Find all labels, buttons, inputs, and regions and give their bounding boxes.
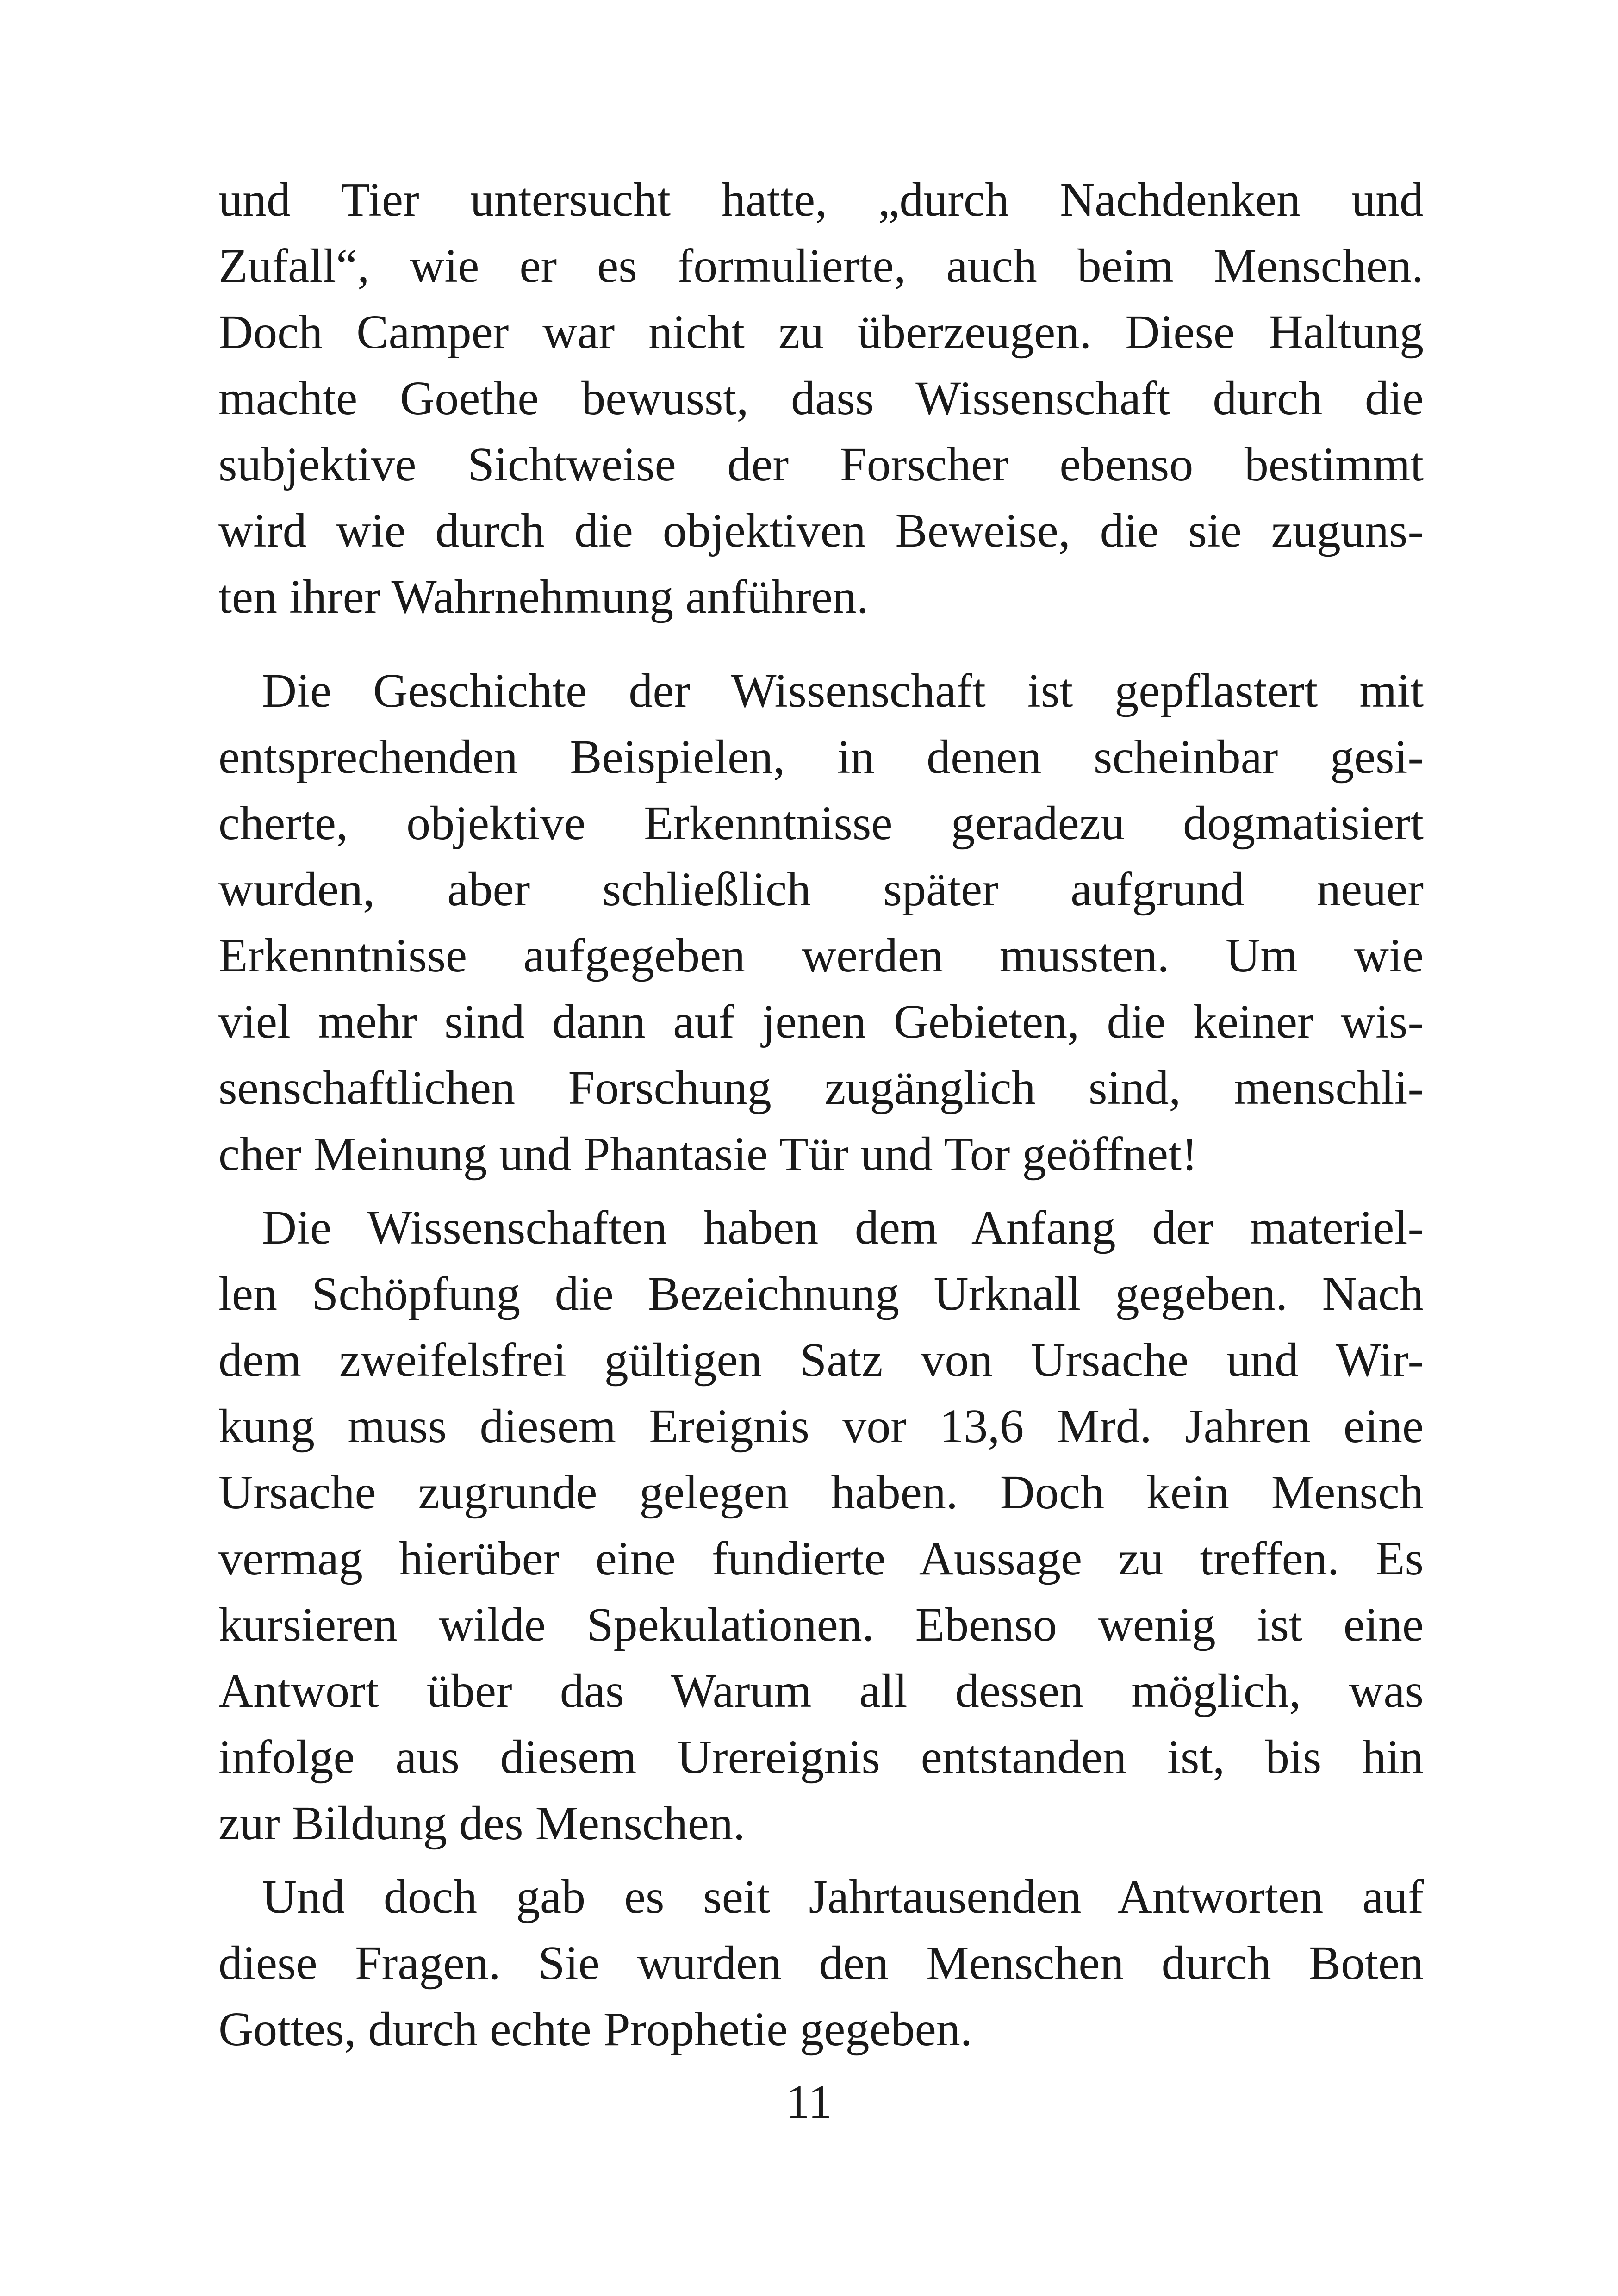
text-line: Gottes, durch echte Prophetie gegeben. xyxy=(218,2003,972,2056)
text-line: viel mehr sind dann auf jenen Gebieten, die keiner wis- xyxy=(218,995,1424,1048)
text-line: ten ihrer Wahrnehmung anführen. xyxy=(218,570,869,623)
paragraph-3 xyxy=(218,1195,1424,1856)
text-line: Und doch gab es seit Jahrtausenden Antworten auf xyxy=(262,1870,1424,1923)
body-text xyxy=(218,167,1424,2062)
paragraph-4 xyxy=(218,1864,1424,2062)
text-line: dem zweifelsfrei gültigen Satz von Ursache und Wir- xyxy=(218,1333,1424,1387)
text-line: und Tier untersucht hatte, „durch Nachdenken und xyxy=(218,173,1424,226)
text-line: kung muss diesem Ereignis vor 13,6 Mrd. Jahren eine xyxy=(218,1400,1424,1453)
text-line: Erkenntnisse aufgegeben werden mussten. Um wie xyxy=(218,929,1424,982)
text-line: cherte, objektive Erkenntnisse geradezu dogmatisiert xyxy=(218,796,1424,850)
text-line: wurden, aber schließlich später aufgrund neuer xyxy=(218,863,1424,916)
text-line: cher Meinung und Phantasie Tür und Tor geöffnet! xyxy=(218,1127,1198,1181)
text-line: entsprechenden Beispielen, in denen scheinbar gesi- xyxy=(218,730,1424,784)
text-line: vermag hierüber eine fundierte Aussage zu treffen. Es xyxy=(218,1532,1424,1585)
text-line: machte Goethe bewusst, dass Wissenschaft durch die xyxy=(218,372,1424,425)
text-line: Die Geschichte der Wissenschaft ist gepflastert mit xyxy=(262,664,1424,717)
paragraph-2 xyxy=(218,658,1424,1187)
text-line: diese Fragen. Sie wurden den Menschen durch Boten xyxy=(218,1936,1424,1990)
text-line: senschaftlichen Forschung zugänglich sind, menschli- xyxy=(218,1061,1424,1114)
text-line: Die Wissenschaften haben dem Anfang der materiel- xyxy=(262,1201,1424,1254)
text-line: infolge aus diesem Urereignis entstanden ist, bis hin xyxy=(218,1730,1424,1784)
text-line: Doch Camper war nicht zu überzeugen. Diese Haltung xyxy=(218,305,1424,359)
text-line: kursieren wilde Spekulationen. Ebenso wenig ist eine xyxy=(218,1598,1424,1651)
paragraph-1 xyxy=(218,167,1424,630)
page-number: 11 xyxy=(785,2075,833,2128)
text-line: Antwort über das Warum all dessen möglich, was xyxy=(218,1664,1424,1717)
text-line: len Schöpfung die Bezeichnung Urknall gegeben. Nach xyxy=(218,1267,1424,1320)
text-line: subjektive Sichtweise der Forscher ebenso bestimmt xyxy=(218,438,1424,491)
text-line: zur Bildung des Menschen. xyxy=(218,1797,746,1850)
text-line: wird wie durch die objektiven Beweise, die sie zuguns- xyxy=(218,504,1424,557)
text-line: Zufall“, wie er es formulierte, auch beim Menschen. xyxy=(218,239,1424,292)
text-line: Ursache zugrunde gelegen haben. Doch kein Mensch xyxy=(218,1466,1424,1519)
